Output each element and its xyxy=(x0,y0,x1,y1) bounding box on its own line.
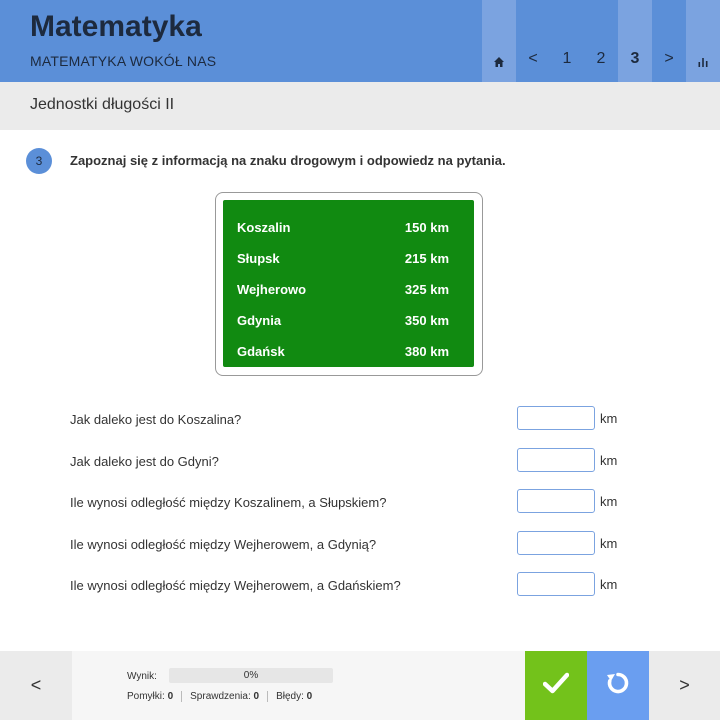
lesson-bar xyxy=(0,82,720,130)
nav-page-1[interactable]: 1 xyxy=(562,50,572,67)
check-button[interactable] xyxy=(525,651,587,720)
mistakes-stat xyxy=(127,691,181,702)
errors-value: 0 xyxy=(306,691,313,702)
question-3-label: Ile wynosi odległość między Koszalinem, a Słupskiem? xyxy=(70,495,387,510)
reset-button[interactable] xyxy=(587,651,649,720)
footer-next-button[interactable]: > xyxy=(679,675,690,695)
road-sign-frame xyxy=(215,192,483,376)
checks-value: 0 xyxy=(253,691,260,702)
mistakes-value: 0 xyxy=(167,691,174,702)
score-value: 0% xyxy=(243,670,259,681)
mistakes-label: Pomyłki: xyxy=(127,691,165,702)
sign-distance: 150 km xyxy=(404,220,449,235)
stats-row xyxy=(127,691,320,702)
question-2-label: Jak daleko jest do Gdyni? xyxy=(70,454,219,469)
nav-page-3[interactable]: 3 xyxy=(618,0,652,82)
score-label: Wynik: xyxy=(127,671,157,682)
stats-button[interactable] xyxy=(686,0,720,82)
header xyxy=(0,0,720,82)
checks-stat xyxy=(181,691,267,702)
task-number-badge: 3 xyxy=(26,148,52,174)
question-4-unit: km xyxy=(600,536,618,551)
question-5-label: Ile wynosi odległość między Wejherowem, a Gdańskiem? xyxy=(70,578,401,593)
sign-row xyxy=(237,344,449,366)
question-5-unit: km xyxy=(600,577,618,592)
nav-next-button[interactable]: > xyxy=(664,50,674,67)
question-4-label: Ile wynosi odległość między Wejherowem, a Gdynią? xyxy=(70,537,377,552)
sign-distance: 215 km xyxy=(404,251,449,266)
road-sign xyxy=(223,200,474,367)
errors-stat xyxy=(267,691,320,702)
sign-distance: 325 km xyxy=(404,282,449,297)
score-progress-bar xyxy=(169,668,333,683)
score-panel xyxy=(72,651,525,720)
question-4-input[interactable] xyxy=(517,531,595,555)
sign-distance: 350 km xyxy=(404,313,449,328)
question-3-input[interactable] xyxy=(517,489,595,513)
sign-city: Gdynia xyxy=(237,313,282,328)
home-icon xyxy=(493,56,505,68)
lesson-title: Jednostki długości II xyxy=(30,96,175,113)
sign-city: Gdańsk xyxy=(237,344,285,359)
top-navigation xyxy=(482,0,720,82)
question-1-unit: km xyxy=(600,411,618,426)
sign-row xyxy=(237,251,449,273)
nav-prev-button[interactable]: < xyxy=(528,50,538,67)
nav-page-2[interactable]: 2 xyxy=(596,50,606,67)
sign-distance: 380 km xyxy=(404,344,449,359)
footer xyxy=(0,651,720,720)
reset-icon xyxy=(605,670,631,701)
question-2-unit: km xyxy=(600,453,618,468)
sign-row xyxy=(237,313,449,335)
home-button[interactable] xyxy=(482,0,516,82)
question-3-unit: km xyxy=(600,494,618,509)
sign-row xyxy=(237,282,449,304)
app-subtitle: MATEMATYKA WOKÓŁ NAS xyxy=(30,53,217,69)
task-instruction: Zapoznaj się z informacją na znaku drogowym i odpowiedz na pytania. xyxy=(70,153,506,168)
checks-label: Sprawdzenia: xyxy=(190,691,251,702)
sign-city: Słupsk xyxy=(237,251,280,266)
sign-city: Koszalin xyxy=(237,220,291,235)
errors-label: Błędy: xyxy=(276,691,304,702)
app-title: Matematyka xyxy=(30,10,202,43)
question-5-input[interactable] xyxy=(517,572,595,596)
question-1-input[interactable] xyxy=(517,406,595,430)
sign-city: Wejherowo xyxy=(237,282,307,297)
question-2-input[interactable] xyxy=(517,448,595,472)
bar-chart-icon xyxy=(697,56,709,68)
sign-row xyxy=(237,220,449,242)
footer-prev-button[interactable]: < xyxy=(0,651,72,720)
checkmark-icon xyxy=(543,672,569,699)
question-1-label: Jak daleko jest do Koszalina? xyxy=(70,412,242,427)
